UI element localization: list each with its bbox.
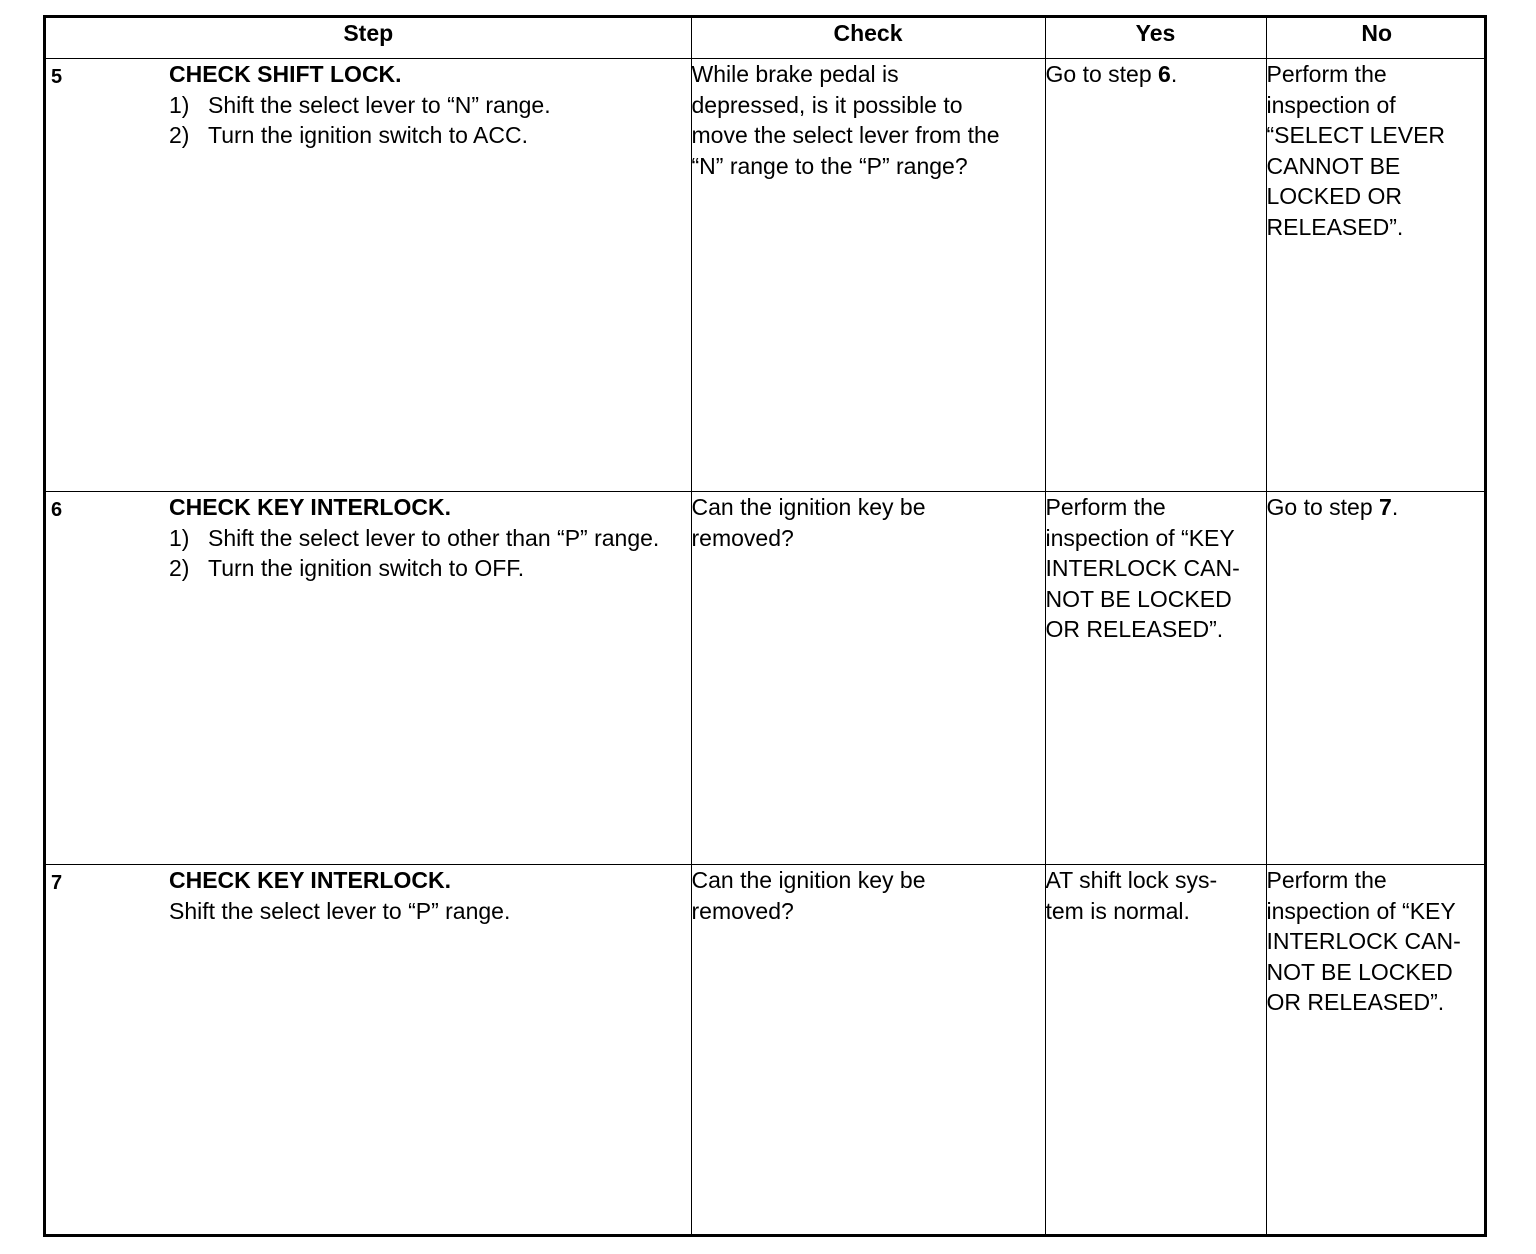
no-line: Perform the — [1266, 867, 1387, 893]
no-line: “SELECT LEVER — [1266, 122, 1446, 148]
check-cell — [691, 492, 1045, 865]
check-cell — [691, 865, 1045, 1235]
check-line: Can the ignition key be — [691, 867, 926, 893]
no-line: NOT BE LOCKED — [1266, 958, 1453, 985]
table-header-row — [46, 18, 1487, 59]
yes-cell — [1045, 865, 1266, 1235]
substep-text: Turn the ignition switch to OFF. — [208, 555, 525, 581]
check-line: removed? — [691, 524, 794, 551]
substep-text: Turn the ignition switch to ACC. — [208, 122, 529, 148]
diagnostic-table — [46, 18, 1487, 1234]
substep-number: 1) — [169, 91, 190, 118]
no-line: inspection of “KEY — [1266, 897, 1456, 924]
substep — [169, 120, 691, 151]
check-line: depressed, is it possible to — [691, 91, 963, 118]
check-line: “N” range to the “P” range? — [691, 152, 968, 179]
no-line: CANNOT BE — [1266, 152, 1401, 179]
yes-line: INTERLOCK CAN- — [1045, 555, 1240, 581]
substep-number: 2) — [169, 122, 190, 148]
substep-text: Shift the select lever to other than “P” range. — [208, 524, 660, 551]
substep-number: 2) — [169, 555, 190, 581]
check-cell — [691, 59, 1045, 492]
no-cell — [1266, 492, 1487, 865]
table-row-step-5 — [46, 59, 1487, 492]
check-line: move the select lever from the — [691, 122, 1000, 148]
goto-prefix: Go to step — [1266, 494, 1380, 520]
step-cell — [46, 59, 691, 492]
step-body — [169, 59, 691, 151]
step-cell — [46, 492, 691, 865]
yes-line: AT shift lock sys- — [1045, 867, 1218, 893]
substep — [169, 523, 691, 554]
yes-line: tem is normal. — [1045, 897, 1190, 924]
no-line: Perform the — [1266, 61, 1387, 87]
no-goto — [1267, 492, 1488, 523]
step-body — [169, 865, 691, 926]
check-line: Can the ignition key be — [691, 494, 926, 520]
yes-line: Perform the — [1045, 494, 1166, 520]
step-body — [169, 492, 691, 584]
header-step: Step — [46, 18, 691, 59]
goto-prefix: Go to step — [1045, 61, 1159, 87]
goto-suffix: . — [1170, 61, 1178, 87]
substep — [169, 553, 691, 584]
step-cell — [46, 865, 691, 1235]
step-number: 6 — [51, 499, 63, 521]
header-check: Check — [691, 18, 1045, 59]
no-line: inspection of — [1266, 91, 1396, 118]
header-yes: Yes — [1045, 18, 1266, 59]
diagnostic-table-frame — [43, 15, 1487, 1237]
yes-cell — [1045, 59, 1266, 492]
header-no: No — [1266, 18, 1487, 59]
goto-step-number: 7 — [1379, 494, 1392, 520]
no-line: INTERLOCK CAN- — [1266, 928, 1461, 954]
yes-goto — [1046, 59, 1266, 90]
no-line: OR RELEASED”. — [1266, 989, 1445, 1015]
step-title: CHECK KEY INTERLOCK. — [169, 867, 451, 893]
no-line: LOCKED OR — [1266, 183, 1402, 209]
yes-cell — [1045, 492, 1266, 865]
step-instruction: Shift the select lever to “P” range. — [169, 897, 511, 924]
yes-line: inspection of “KEY — [1045, 524, 1235, 551]
table-row-step-7 — [46, 865, 1487, 1235]
check-line: While brake pedal is — [691, 61, 899, 87]
substep — [169, 90, 691, 121]
goto-suffix: . — [1391, 494, 1399, 520]
no-cell — [1266, 59, 1487, 492]
check-line: removed? — [691, 897, 794, 924]
yes-line: NOT BE LOCKED — [1045, 585, 1232, 612]
no-line: RELEASED”. — [1266, 213, 1404, 240]
step-title: CHECK KEY INTERLOCK. — [169, 494, 451, 520]
table-row-step-6 — [46, 492, 1487, 865]
yes-line: OR RELEASED”. — [1045, 616, 1224, 642]
step-number: 7 — [51, 872, 63, 894]
substep-text: Shift the select lever to “N” range. — [208, 91, 551, 118]
step-number: 5 — [51, 66, 63, 88]
no-cell — [1266, 865, 1487, 1235]
goto-step-number: 6 — [1158, 61, 1171, 87]
substep-number: 1) — [169, 524, 190, 551]
step-title: CHECK SHIFT LOCK. — [169, 61, 402, 87]
